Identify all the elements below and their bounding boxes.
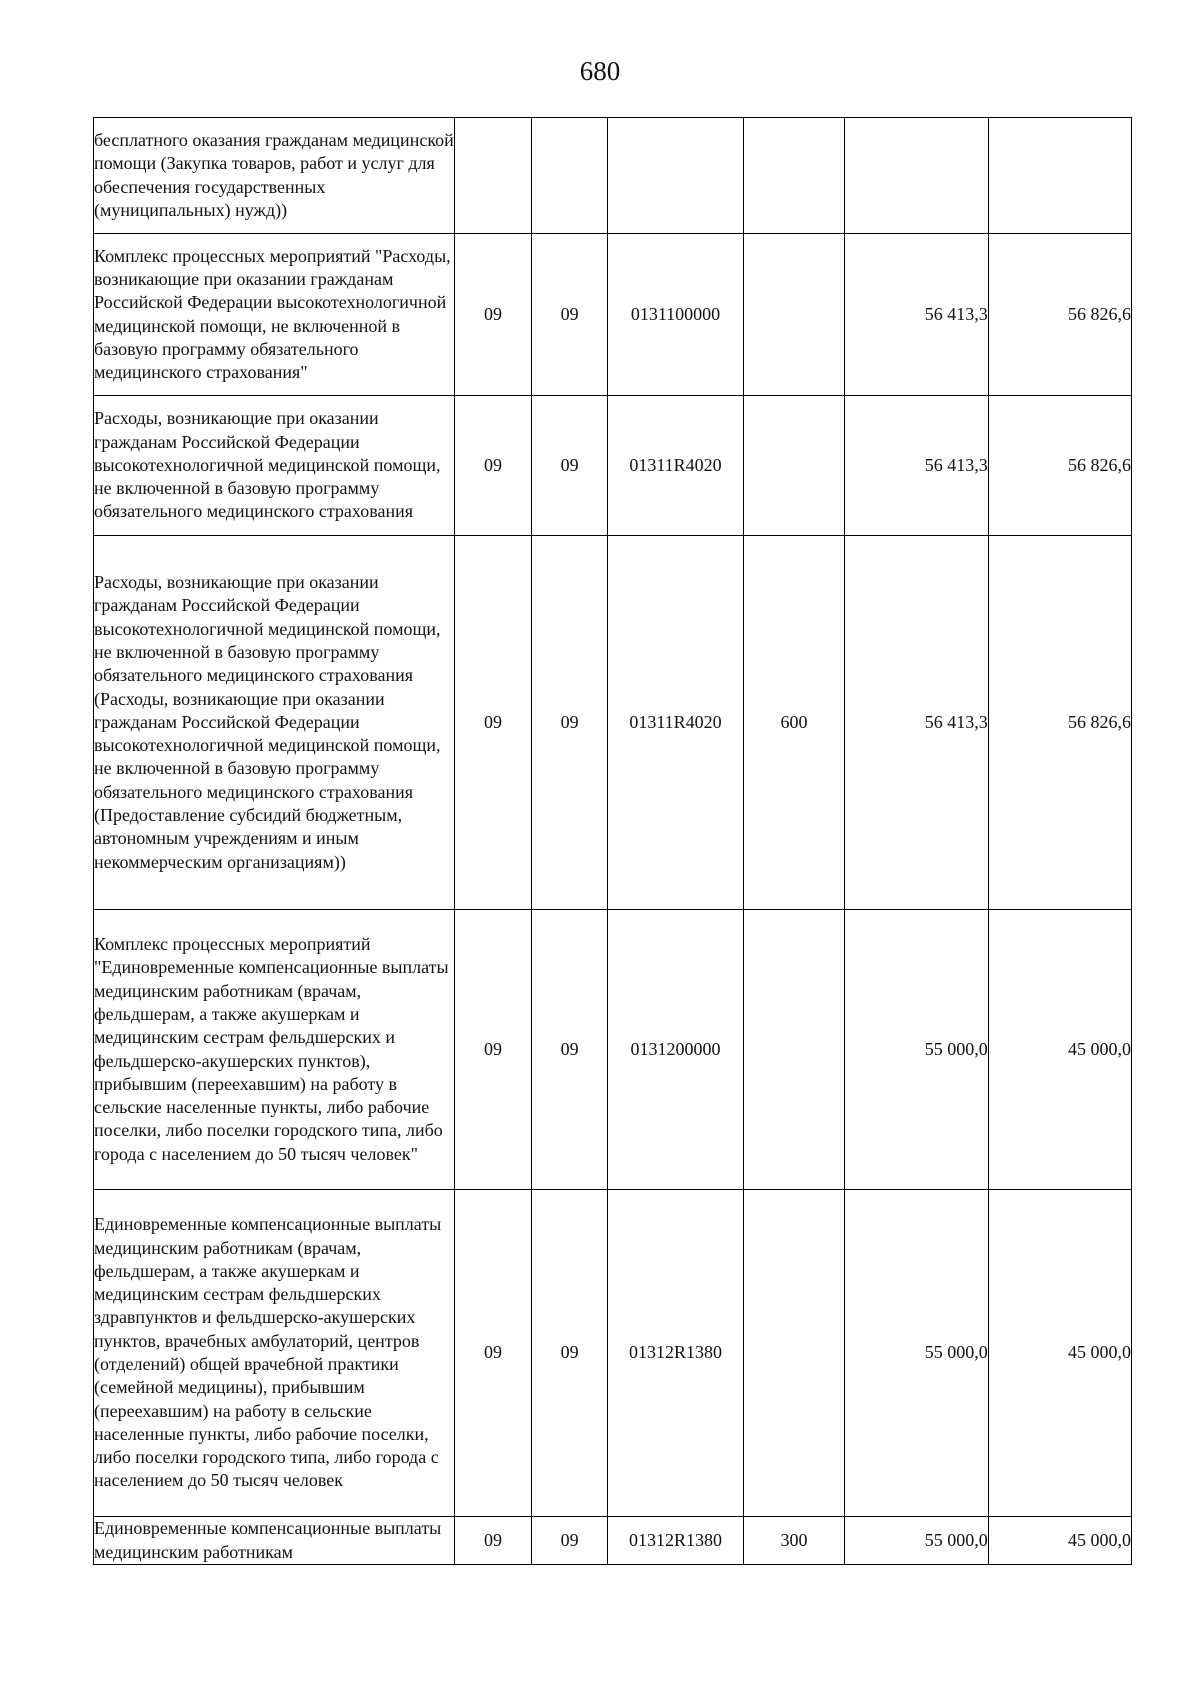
- target-code: 0131100000: [608, 234, 743, 396]
- expense-type-code: 600: [743, 536, 845, 910]
- subsection-code: 09: [531, 910, 608, 1190]
- subsection-code: 09: [531, 1517, 608, 1565]
- amount-1: 56 413,3: [845, 396, 988, 536]
- row-name: бесплатного оказания гражданам медицинской помощи (Закупка товаров, работ и услуг для обеспечения государственных (муниципальных) нужд)): [94, 118, 455, 234]
- row-name: Расходы, возникающие при оказании гражданам Российской Федерации высокотехнологичной медицинской помощи, не включенной в базовую программу обязательного медицинского страхования: [94, 396, 455, 536]
- subsection-code: 09: [531, 234, 608, 396]
- amount-1: [845, 118, 988, 234]
- table-row: [94, 234, 1132, 396]
- row-name: Комплекс процессных мероприятий "Расходы, возникающие при оказании гражданам Российской Федерации высокотехнологичной медицинской помощи, не включенной в базовую программу обязательного медицинского страхования": [94, 234, 455, 396]
- target-code: 01312R1380: [608, 1190, 743, 1517]
- section-code: 09: [455, 1190, 532, 1517]
- section-code: 09: [455, 396, 532, 536]
- target-code: 01311R4020: [608, 536, 743, 910]
- target-code: [608, 118, 743, 234]
- row-name: Единовременные компенсационные выплаты медицинским работникам: [94, 1517, 455, 1565]
- row-name: Расходы, возникающие при оказании гражданам Российской Федерации высокотехнологичной медицинской помощи, не включенной в базовую программу обязательного медицинского страхования (Расходы, возникающие при оказании гражданам Российской Федерации высокотехнологичной медицинской помощи, не включенной в базовую программу обязательного медицинского страхования (Предоставление субсидий бюджетным, автономным учреждениям и иным некоммерческим организациям)): [94, 536, 455, 910]
- subsection-code: 09: [531, 1190, 608, 1517]
- expense-type-code: [743, 1190, 845, 1517]
- expense-type-code: [743, 118, 845, 234]
- amount-2: 56 826,6: [988, 396, 1131, 536]
- section-code: [455, 118, 532, 234]
- amount-1: 56 413,3: [845, 536, 988, 910]
- target-code: 0131200000: [608, 910, 743, 1190]
- section-code: 09: [455, 910, 532, 1190]
- section-code: 09: [455, 536, 532, 910]
- row-name: Единовременные компенсационные выплаты медицинским работникам (врачам, фельдшерам, а также акушеркам и медицинским сестрам фельдшерских здравпунктов и фельдшерско-акушерских пунктов, врачебных амбулаторий, центров (отделений) общей врачебной практики (семейной медицины), прибывшим (переехавшим) на работу в сельские населенные пункты, либо рабочие поселки, либо поселки городского типа, либо города с населением до 50 тысяч человек: [94, 1190, 455, 1517]
- amount-2: 45 000,0: [988, 1517, 1131, 1565]
- amount-1: 55 000,0: [845, 910, 988, 1190]
- section-code: 09: [455, 1517, 532, 1565]
- subsection-code: [531, 118, 608, 234]
- table-row: [94, 1190, 1132, 1517]
- table-row: [94, 1517, 1132, 1565]
- table-row: [94, 118, 1132, 234]
- amount-1: 55 000,0: [845, 1517, 988, 1565]
- expense-type-code: 300: [743, 1517, 845, 1565]
- expense-type-code: [743, 396, 845, 536]
- amount-2: 45 000,0: [988, 910, 1131, 1190]
- expense-type-code: [743, 234, 845, 396]
- subsection-code: 09: [531, 536, 608, 910]
- amount-2: 56 826,6: [988, 536, 1131, 910]
- amount-2: [988, 118, 1131, 234]
- target-code: 01312R1380: [608, 1517, 743, 1565]
- page-number: 680: [579, 56, 621, 86]
- table-row: [94, 910, 1132, 1190]
- target-code: 01311R4020: [608, 396, 743, 536]
- amount-2: 56 826,6: [988, 234, 1131, 396]
- amount-2: 45 000,0: [988, 1190, 1131, 1517]
- table-row: [94, 396, 1132, 536]
- subsection-code: 09: [531, 396, 608, 536]
- budget-table: [93, 117, 1132, 1565]
- amount-1: 56 413,3: [845, 234, 988, 396]
- section-code: 09: [455, 234, 532, 396]
- table-row: [94, 536, 1132, 910]
- row-name: Комплекс процессных мероприятий "Единовременные компенсационные выплаты медицинским работникам (врачам, фельдшерам, а также акушеркам и медицинским сестрам фельдшерских и фельдшерско-акушерских пунктов), прибывшим (переехавшим) на работу в сельские населенные пункты, либо рабочие поселки, либо поселки городского типа, либо города с населением до 50 тысяч человек": [94, 910, 455, 1190]
- amount-1: 55 000,0: [845, 1190, 988, 1517]
- expense-type-code: [743, 910, 845, 1190]
